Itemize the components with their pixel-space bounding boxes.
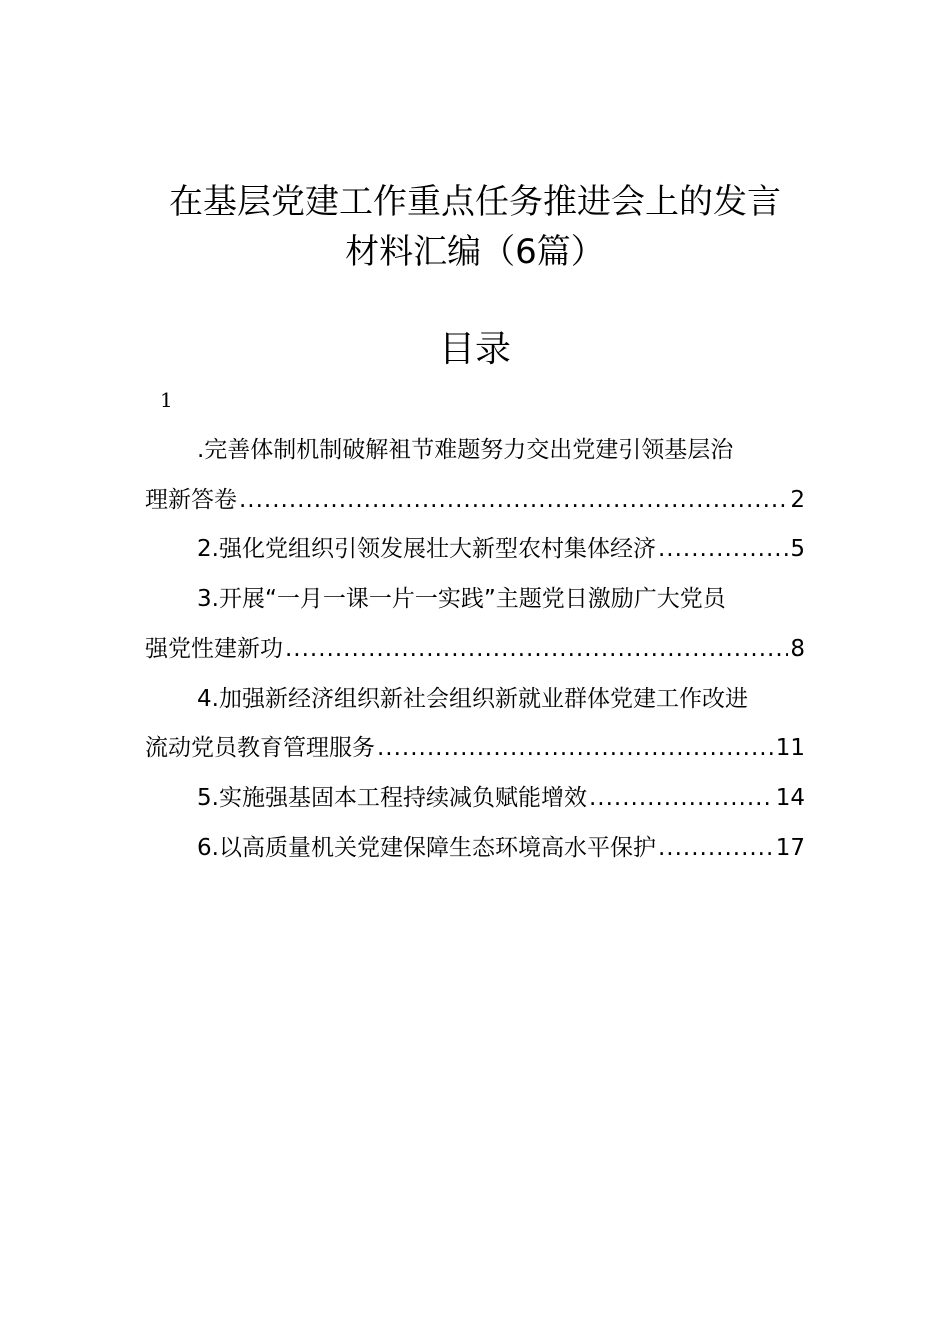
toc-entry-1-line-1[interactable] xyxy=(145,430,805,470)
toc-entry-text: 6.以高质量机关党建保障生态环境高水平保护 xyxy=(197,835,656,861)
toc-page-number: 8 xyxy=(790,636,805,662)
toc-entry-4-line-1[interactable] xyxy=(145,679,805,719)
toc-entry-2[interactable] xyxy=(145,529,805,569)
toc-entry-text: .完善体制机制破解袓节难题努力交出党建引领基层治 xyxy=(197,437,734,463)
toc-page-number: 5 xyxy=(790,536,805,562)
toc-entry-4-line-2[interactable] xyxy=(145,728,805,768)
dot-leader xyxy=(589,778,774,818)
toc-page-number: 14 xyxy=(775,785,805,811)
toc-entry-text: 流动党员教育管理服务 xyxy=(145,735,375,761)
toc-entry-text: 4.加强新经济组织新社会组织新就业群体党建工作改进 xyxy=(197,686,748,712)
toc-entry-1-line-2[interactable] xyxy=(145,480,805,520)
toc-page-number: 17 xyxy=(775,835,805,861)
toc-entry-text: 3.开展“一月一课一片一实践”主题党日激励广大党员 xyxy=(197,586,726,612)
toc-page-number: 2 xyxy=(790,487,805,513)
toc-entry-5[interactable] xyxy=(145,778,805,818)
toc-page-number: 11 xyxy=(775,735,805,761)
dot-leader xyxy=(377,728,774,768)
toc-entry-3-line-1[interactable] xyxy=(145,579,805,619)
toc-entry-6[interactable] xyxy=(145,828,805,868)
toc-entry-text: 理新答卷 xyxy=(145,487,237,513)
stray-number: 1 xyxy=(160,388,173,412)
dot-leader xyxy=(285,629,788,669)
dot-leader xyxy=(658,529,788,569)
toc-heading: 目录 xyxy=(438,329,511,370)
dot-leader xyxy=(239,480,788,520)
dot-leader xyxy=(658,828,774,868)
toc-entry-text: 5.实施强基固本工程持续减负赋能增效 xyxy=(197,785,587,811)
toc-entry-text: 2.强化党组织引领发展壮大新型农村集体经济 xyxy=(197,536,656,562)
document-title-line-1: 在基层党建工作重点任务推进会上的发言 xyxy=(169,182,781,222)
toc-entry-3-line-2[interactable] xyxy=(145,629,805,669)
document-title-line-2: 材料汇编（6篇） xyxy=(345,232,605,272)
toc-entry-text: 强党性建新功 xyxy=(145,636,283,662)
